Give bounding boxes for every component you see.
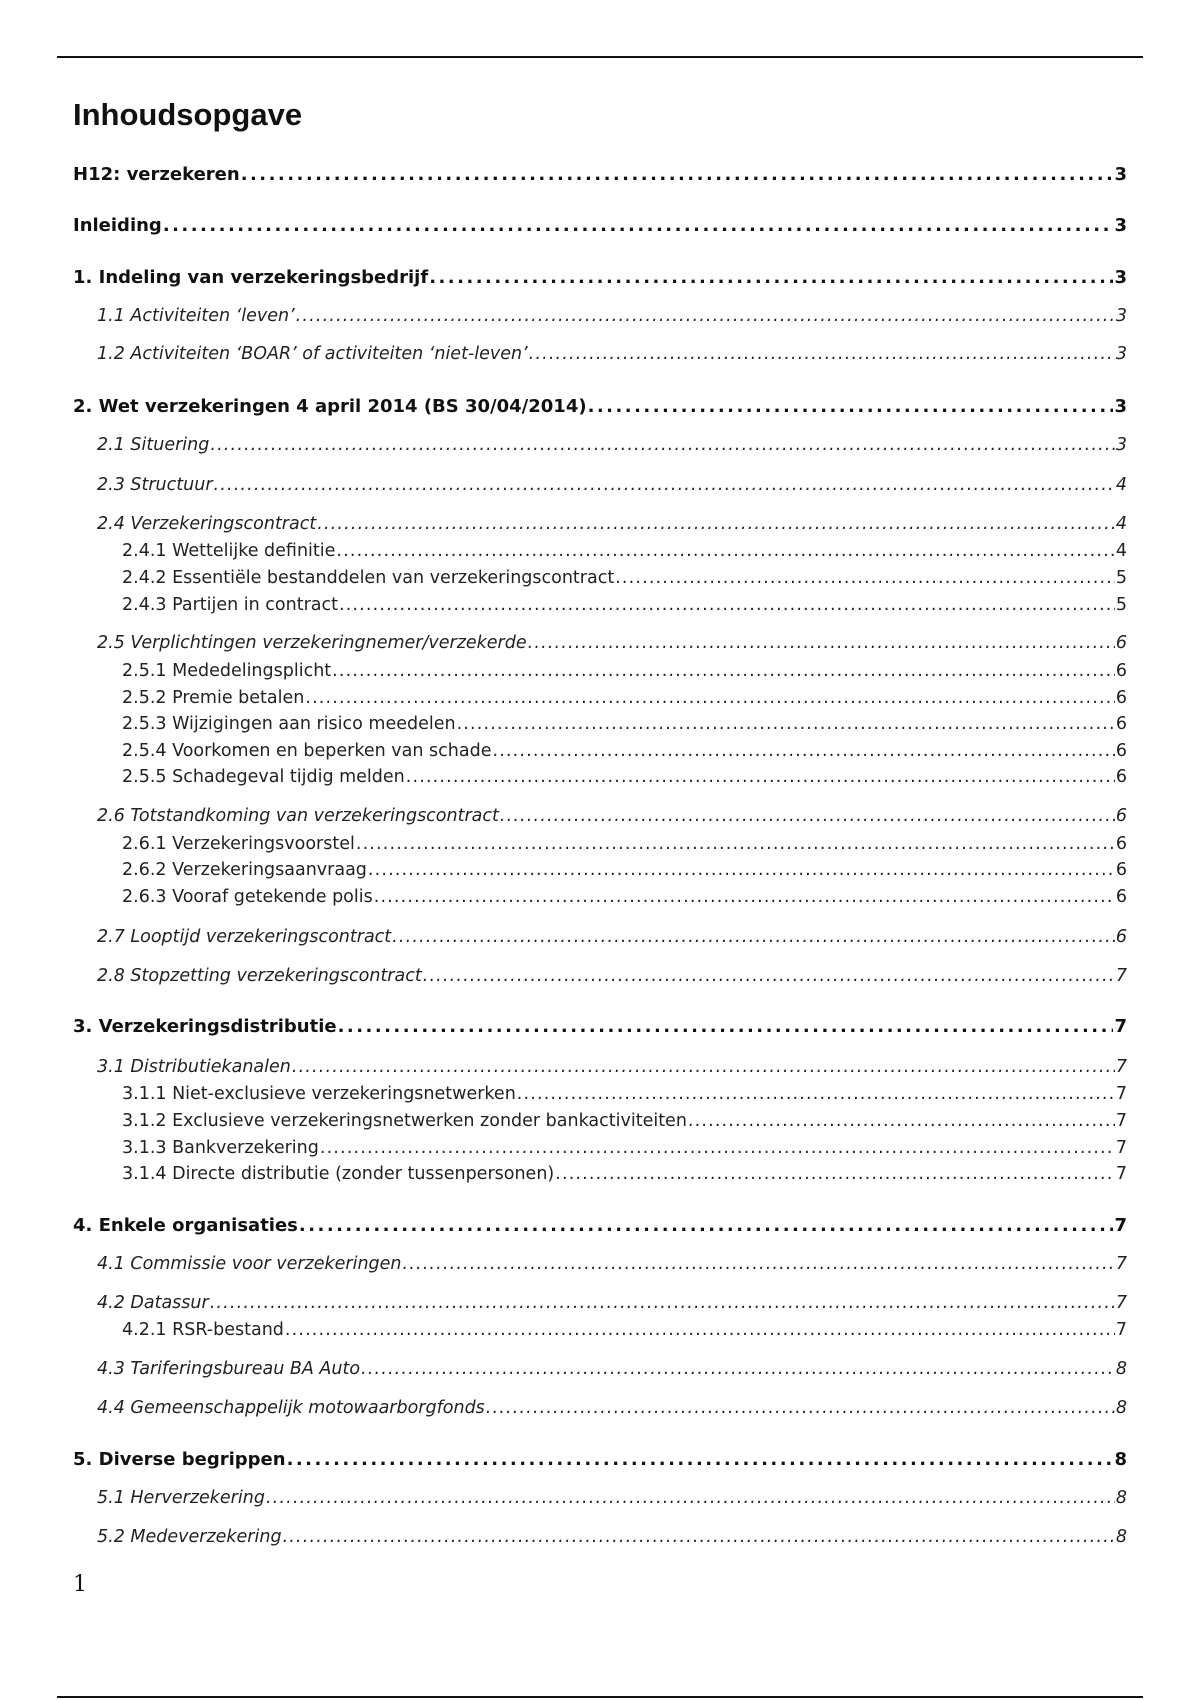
toc-entry-page: 8: [1115, 1359, 1127, 1379]
dot-leader: [210, 433, 1115, 457]
toc-entry-h12[interactable]: [73, 163, 1127, 187]
toc-entry-5-2[interactable]: [73, 1525, 1127, 1549]
toc-entry-label: 2.6 Totstandkoming van verzekeringscontract: [97, 806, 499, 826]
toc-entry-label: 2.4.1 Wettelijke definitie: [122, 541, 336, 561]
toc-entry-page: 8: [1114, 1449, 1127, 1470]
dot-leader: [163, 214, 1114, 238]
toc-entry-page: 6: [1115, 806, 1127, 826]
toc-entry-label: 3.1.1 Niet-exclusieve verzekeringsnetwerken: [122, 1084, 516, 1104]
page-number: 1: [73, 1572, 87, 1597]
dot-leader: [356, 832, 1115, 856]
toc-entry-label: 2.4.3 Partijen in contract: [122, 595, 338, 615]
dot-leader: [332, 659, 1115, 683]
toc-entry-page: 7: [1115, 966, 1127, 986]
toc-entry-page: 6: [1115, 633, 1127, 653]
toc-entry-2-1[interactable]: [73, 433, 1127, 457]
toc-entry-2-5[interactable]: [73, 631, 1127, 655]
toc-entry-label: 3.1.3 Bankverzekering: [122, 1138, 319, 1158]
dot-leader: [403, 1252, 1115, 1276]
toc-entry-2-3[interactable]: [73, 473, 1127, 497]
toc-entry-2-4-1[interactable]: [73, 539, 1127, 563]
toc-entry-label: 4.4 Gemeenschappelijk motowaarborgfonds: [97, 1398, 485, 1418]
toc-entry-label: 4.2.1 RSR-bestand: [122, 1320, 284, 1340]
toc-entry-2-5-5[interactable]: [73, 765, 1127, 789]
toc-entry-label: 1.2 Activiteiten ‘BOAR’ of activiteiten ‘niet-leven’: [97, 344, 528, 364]
toc-entry-label: 3.1.4 Directe distributie (zonder tussenpersonen): [122, 1164, 555, 1184]
toc-entry-label: 2.5.1 Mededelingsplicht: [122, 661, 332, 681]
toc-entry-page: 4: [1115, 514, 1127, 534]
toc-entry-page: 3: [1114, 396, 1127, 417]
dot-leader: [292, 1055, 1115, 1079]
dot-leader: [517, 1082, 1115, 1106]
toc-entry-page: 7: [1115, 1164, 1127, 1184]
dot-leader: [214, 473, 1115, 497]
toc-entry-label: 2.5 Verplichtingen verzekeringnemer/verzekerde: [97, 633, 527, 653]
toc-entry-page: 7: [1115, 1111, 1127, 1131]
toc-entry-page: 6: [1115, 714, 1127, 734]
toc-entry-label: 2.4.2 Essentiële bestanddelen van verzekeringscontract: [122, 568, 615, 588]
toc-entry-page: 7: [1115, 1293, 1127, 1313]
toc-entry-3-1-4[interactable]: [73, 1162, 1127, 1186]
toc-entry-label: 4.3 Tariferingsbureau BA Auto: [97, 1359, 361, 1379]
toc-entry-2-5-4[interactable]: [73, 739, 1127, 763]
toc-entry-label: 4. Enkele organisaties: [73, 1215, 298, 1236]
dot-leader: [486, 1396, 1115, 1420]
toc-entry-2-5-1[interactable]: [73, 659, 1127, 683]
dot-leader: [588, 395, 1114, 419]
dot-leader: [361, 1357, 1115, 1381]
toc-entry-label: 2.3 Structuur: [97, 475, 213, 495]
toc-entry-page: 6: [1115, 887, 1127, 907]
dot-leader: [492, 739, 1114, 763]
dot-leader: [392, 925, 1115, 949]
dot-leader: [528, 631, 1115, 655]
toc-entry-page: 6: [1115, 834, 1127, 854]
toc-entry-page: 3: [1115, 344, 1127, 364]
dot-leader: [429, 266, 1113, 290]
dot-leader: [406, 765, 1115, 789]
toc-entry-page: 3: [1114, 215, 1127, 236]
toc-entry-page: 4: [1115, 541, 1127, 561]
toc-entry-3-1-2[interactable]: [73, 1109, 1127, 1133]
toc-entry-2-5-3[interactable]: [73, 712, 1127, 736]
toc-entry-5[interactable]: [73, 1448, 1127, 1472]
toc-entry-label: 2.5.2 Premie betalen: [122, 688, 305, 708]
toc-entry-inleiding[interactable]: [73, 214, 1127, 238]
toc-entry-1[interactable]: [73, 266, 1127, 290]
toc-entry-page: 4: [1115, 475, 1127, 495]
toc-entry-label: 2.5.3 Wijzigingen aan risico meedelen: [122, 714, 456, 734]
toc-entry-page: 6: [1115, 741, 1127, 761]
toc-entry-page: 6: [1115, 767, 1127, 787]
toc-entry-label: 2.4 Verzekeringscontract: [97, 514, 317, 534]
toc-entry-label: 2.6.1 Verzekeringsvoorstel: [122, 834, 355, 854]
toc-entry-label: 3.1.2 Exclusieve verzekeringsnetwerken zonder bankactiviteiten: [122, 1111, 687, 1131]
dot-leader: [615, 566, 1115, 590]
dot-leader: [210, 1291, 1115, 1315]
toc-entry-5-1[interactable]: [73, 1486, 1127, 1510]
dot-leader: [368, 858, 1115, 882]
toc-entry-label: 2.6.3 Vooraf getekende polis: [122, 887, 373, 907]
toc-entry-label: 2.6.2 Verzekeringsaanvraag: [122, 860, 367, 880]
toc-entry-page: 7: [1114, 1215, 1127, 1236]
toc-entry-label: 4.1 Commissie voor verzekeringen: [97, 1254, 402, 1274]
toc-entry-2-6-1[interactable]: [73, 832, 1127, 856]
toc-entry-3-1[interactable]: [73, 1055, 1127, 1079]
dot-leader: [320, 1136, 1115, 1160]
toc-entry-page: 3: [1114, 267, 1127, 288]
toc-entry-page: 3: [1114, 164, 1127, 185]
header-rule: [57, 56, 1143, 58]
toc-entry-label: 2. Wet verzekeringen 4 april 2014 (BS 30/04/2014): [73, 396, 587, 417]
toc-entry-label: 2.5.4 Voorkomen en beperken van schade: [122, 741, 492, 761]
toc-entry-page: 6: [1115, 927, 1127, 947]
toc-entry-label: 2.5.5 Schadegeval tijdig melden: [122, 767, 405, 787]
dot-leader: [241, 163, 1114, 187]
toc-entry-2-4[interactable]: [73, 512, 1127, 536]
toc-entry-page: 7: [1115, 1057, 1127, 1077]
toc-entry-page: 5: [1115, 568, 1127, 588]
dot-leader: [500, 804, 1115, 828]
dot-leader: [283, 1525, 1115, 1549]
toc-entry-label: 4.2 Datassur: [97, 1293, 209, 1313]
toc-entry-page: 6: [1115, 661, 1127, 681]
toc-entry-4-4[interactable]: [73, 1396, 1127, 1420]
dot-leader: [457, 712, 1115, 736]
toc-entry-page: 7: [1115, 1138, 1127, 1158]
dot-leader: [285, 1318, 1115, 1342]
toc-entry-label: 3.1 Distributiekanalen: [97, 1057, 291, 1077]
toc-entry-label: 2.8 Stopzetting verzekeringscontract: [97, 966, 422, 986]
dot-leader: [305, 686, 1115, 710]
toc-entry-4-2[interactable]: [73, 1291, 1127, 1315]
toc-entry-page: 8: [1115, 1527, 1127, 1547]
toc-entry-4-1[interactable]: [73, 1252, 1127, 1276]
dot-leader: [336, 539, 1114, 563]
toc-entry-3-1-3[interactable]: [73, 1136, 1127, 1160]
toc-entry-3[interactable]: [73, 1015, 1127, 1039]
toc-entry-2-6[interactable]: [73, 804, 1127, 828]
dot-leader: [423, 964, 1115, 988]
toc-entry-2-8[interactable]: [73, 964, 1127, 988]
dot-leader: [688, 1109, 1115, 1133]
toc-entry-label: 2.7 Looptijd verzekeringscontract: [97, 927, 392, 947]
toc-entry-label: Inleiding: [73, 215, 162, 236]
toc-entry-2-7[interactable]: [73, 925, 1127, 949]
dot-leader: [339, 593, 1115, 617]
toc-entry-page: 8: [1115, 1398, 1127, 1418]
toc-entry-page: 3: [1115, 435, 1127, 455]
dot-leader: [299, 1214, 1114, 1238]
toc-entry-2-4-2[interactable]: [73, 566, 1127, 590]
dot-leader: [338, 1015, 1114, 1039]
toc-entry-2-6-3[interactable]: [73, 885, 1127, 909]
toc-entry-4-3[interactable]: [73, 1357, 1127, 1381]
toc-entry-label: 1. Indeling van verzekeringsbedrijf: [73, 267, 429, 288]
dot-leader: [555, 1162, 1115, 1186]
toc-entry-page: 5: [1115, 595, 1127, 615]
dot-leader: [287, 1448, 1114, 1472]
toc-entry-4[interactable]: [73, 1214, 1127, 1238]
toc-entry-label: 5.2 Medeverzekering: [97, 1527, 282, 1547]
toc-entry-page: 8: [1115, 1488, 1127, 1508]
toc-entry-2-6-2[interactable]: [73, 858, 1127, 882]
dot-leader: [374, 885, 1115, 909]
dot-leader: [529, 342, 1115, 366]
toc-entry-2[interactable]: [73, 395, 1127, 419]
dot-leader: [317, 512, 1115, 536]
toc-entry-page: 6: [1115, 860, 1127, 880]
toc-entry-2-5-2[interactable]: [73, 686, 1127, 710]
toc-entry-page: 7: [1115, 1084, 1127, 1104]
toc-entry-label: 5. Diverse begrippen: [73, 1449, 286, 1470]
toc-entry-1-2[interactable]: [73, 342, 1127, 366]
footer-rule: [57, 1696, 1143, 1698]
toc-entry-page: 6: [1115, 688, 1127, 708]
toc-entry-page: 7: [1114, 1016, 1127, 1037]
toc-entry-2-4-3[interactable]: [73, 593, 1127, 617]
toc-entry-label: H12: verzekeren: [73, 164, 240, 185]
dot-leader: [266, 1486, 1115, 1510]
dot-leader: [296, 304, 1115, 328]
toc-entry-label: 5.1 Herverzekering: [97, 1488, 265, 1508]
toc-entry-page: 7: [1115, 1254, 1127, 1274]
toc-entry-label: 1.1 Activiteiten ‘leven’: [97, 306, 295, 326]
toc-entry-1-1[interactable]: [73, 304, 1127, 328]
toc-entry-label: 3. Verzekeringsdistributie: [73, 1016, 337, 1037]
toc-entry-label: 2.1 Situering: [97, 435, 210, 455]
toc-entry-3-1-1[interactable]: [73, 1082, 1127, 1106]
toc-entry-page: 3: [1115, 306, 1127, 326]
toc-title: Inhoudsopgave: [73, 97, 303, 132]
toc-entry-4-2-1[interactable]: [73, 1318, 1127, 1342]
toc-entry-page: 7: [1115, 1320, 1127, 1340]
